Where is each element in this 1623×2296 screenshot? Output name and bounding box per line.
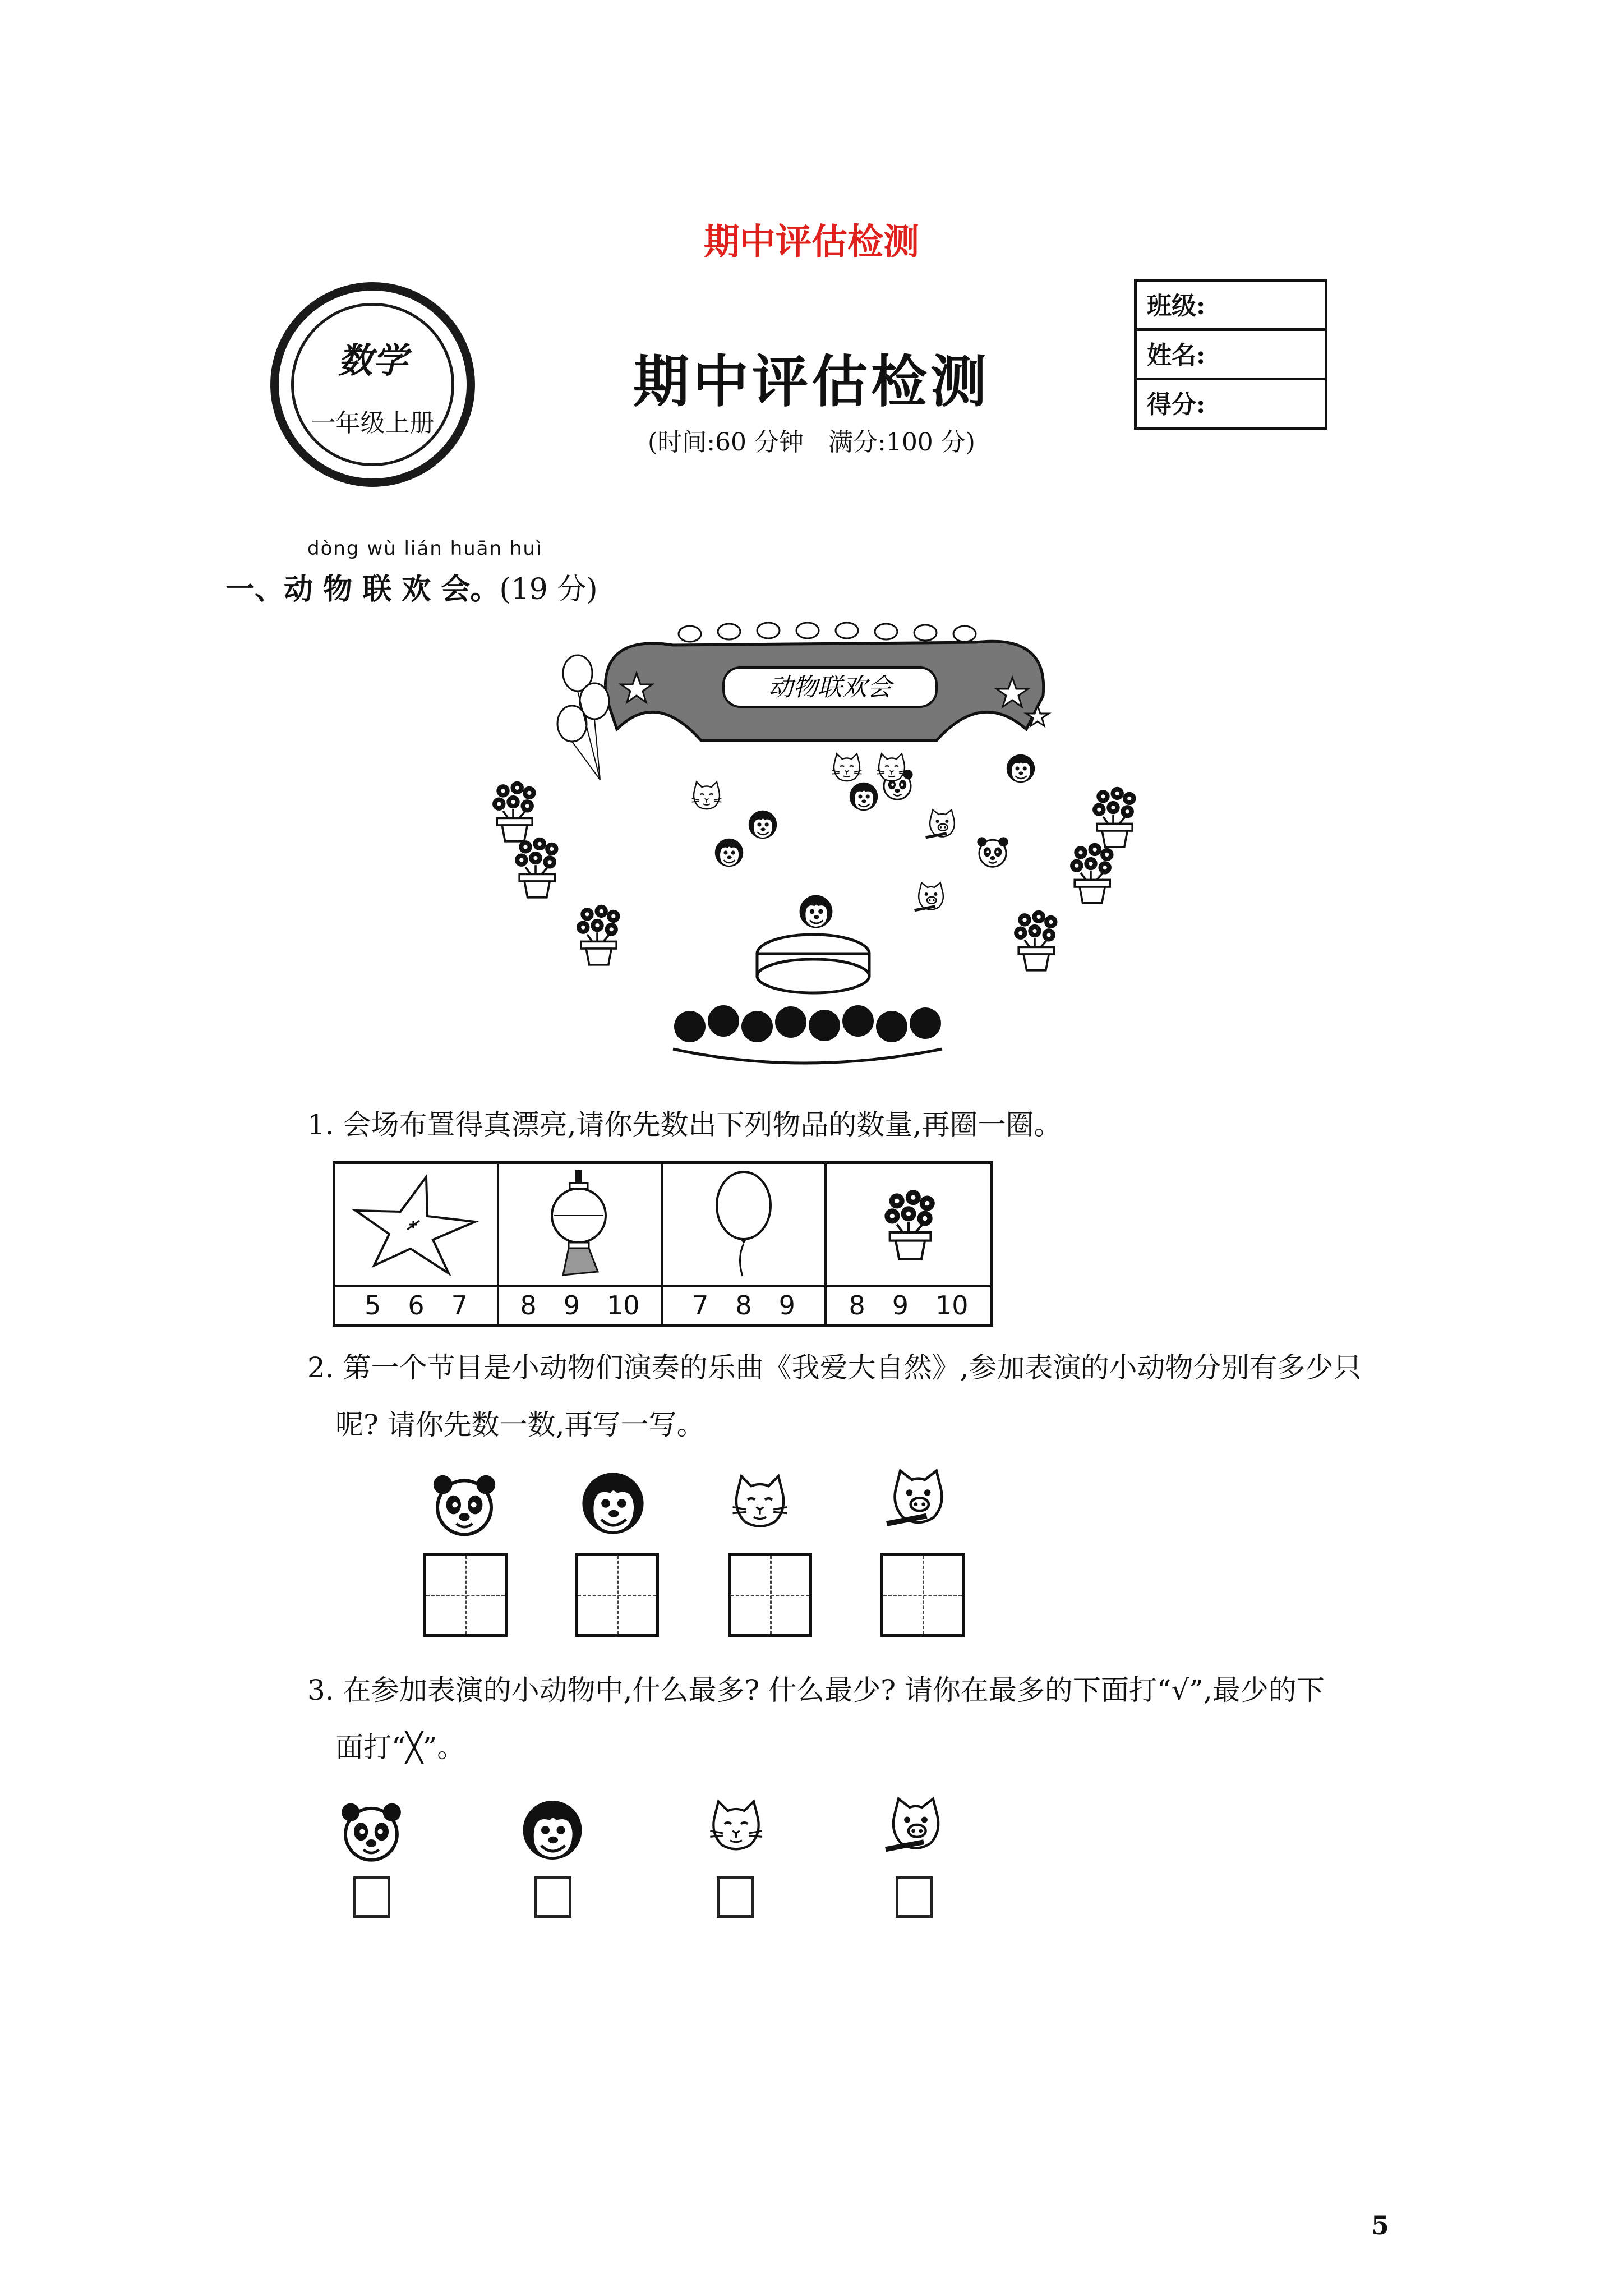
red-page-title: 期中评估检测 — [704, 221, 919, 263]
balloon-cell — [663, 1164, 827, 1287]
monkey-icon — [516, 1795, 589, 1865]
mark-box-panda[interactable] — [353, 1876, 390, 1918]
section-pinyin: dòng wù lián huān huì — [307, 537, 543, 560]
answer-box-monkey[interactable] — [575, 1553, 659, 1637]
star-icon — [349, 1171, 483, 1278]
answer-box-panda[interactable] — [423, 1553, 508, 1637]
section-title: 一、动 物 联 欢 会。 — [225, 572, 500, 606]
count-option[interactable]: 8 — [849, 1290, 865, 1320]
count-option[interactable]: 9 — [778, 1290, 795, 1320]
animal-party-illustration — [488, 611, 1138, 1077]
flower-pot-count-options — [827, 1287, 990, 1324]
page-title: 期中评估检测 — [633, 348, 990, 415]
count-option[interactable]: 10 — [607, 1290, 640, 1320]
mark-box-cat[interactable] — [717, 1876, 754, 1918]
question-1: 1. 会场布置得真漂亮,请你先数出下列物品的数量,再圈一圈。 — [307, 1108, 1062, 1141]
mark-box-pig[interactable] — [896, 1876, 933, 1918]
count-option[interactable]: 10 — [935, 1290, 969, 1320]
count-option[interactable]: 7 — [451, 1290, 468, 1320]
panda-icon — [431, 1473, 498, 1540]
star-cell — [335, 1164, 499, 1287]
balloon-icon — [710, 1168, 777, 1281]
star-count-options — [335, 1287, 499, 1324]
count-option[interactable]: 8 — [735, 1290, 752, 1320]
banner-text: 动物联欢会 — [768, 673, 892, 702]
lantern-icon — [546, 1168, 614, 1281]
count-option[interactable]: 5 — [365, 1290, 381, 1320]
question-2-line-2: 呢? 请你先数一数,再写一写。 — [335, 1409, 705, 1441]
student-info-table — [1134, 279, 1327, 430]
flower-pot-cell — [827, 1164, 990, 1287]
count-option[interactable]: 6 — [408, 1290, 425, 1320]
panda-icon — [338, 1801, 405, 1865]
balloon-count-options — [663, 1287, 827, 1324]
question-3-line-2: 面打“╳”。 — [335, 1731, 465, 1764]
page-number: 5 — [1371, 2210, 1390, 2240]
pig-icon — [886, 1467, 951, 1531]
cat-icon — [729, 1473, 791, 1534]
lantern-cell — [499, 1164, 663, 1287]
count-option[interactable]: 9 — [892, 1290, 909, 1320]
exam-info: (时间:60 分钟 满分:100 分) — [648, 428, 975, 457]
answer-box-pig[interactable] — [880, 1553, 965, 1637]
count-option[interactable]: 7 — [692, 1290, 709, 1320]
score-field[interactable]: 得分: — [1137, 378, 1325, 427]
flower-pot-icon — [878, 1188, 939, 1261]
class-field[interactable]: 班级: — [1137, 279, 1325, 328]
seal-grade: 一年级上册 — [311, 409, 435, 438]
section-heading — [225, 565, 598, 608]
count-option[interactable]: 9 — [563, 1290, 580, 1320]
lantern-count-options — [499, 1287, 663, 1324]
pig-icon — [885, 1795, 947, 1857]
question-2-line-1: 2. 第一个节目是小动物们演奏的乐曲《我爱大自然》,参加表演的小动物分别有多少只 — [307, 1351, 1362, 1384]
monkey-icon — [577, 1467, 649, 1540]
count-option[interactable]: 8 — [520, 1290, 537, 1320]
name-field[interactable]: 姓名: — [1137, 328, 1325, 378]
counting-table — [333, 1161, 993, 1327]
answer-box-cat[interactable] — [728, 1553, 812, 1637]
section-score: (19 分) — [499, 573, 598, 606]
cat-icon — [707, 1798, 766, 1857]
question-3-line-1: 3. 在参加表演的小动物中,什么最多? 什么最少? 请你在最多的下面打“√”,最少的下 — [307, 1674, 1325, 1706]
seal-subject: 数学 — [338, 340, 408, 381]
mark-box-monkey[interactable] — [534, 1876, 571, 1918]
